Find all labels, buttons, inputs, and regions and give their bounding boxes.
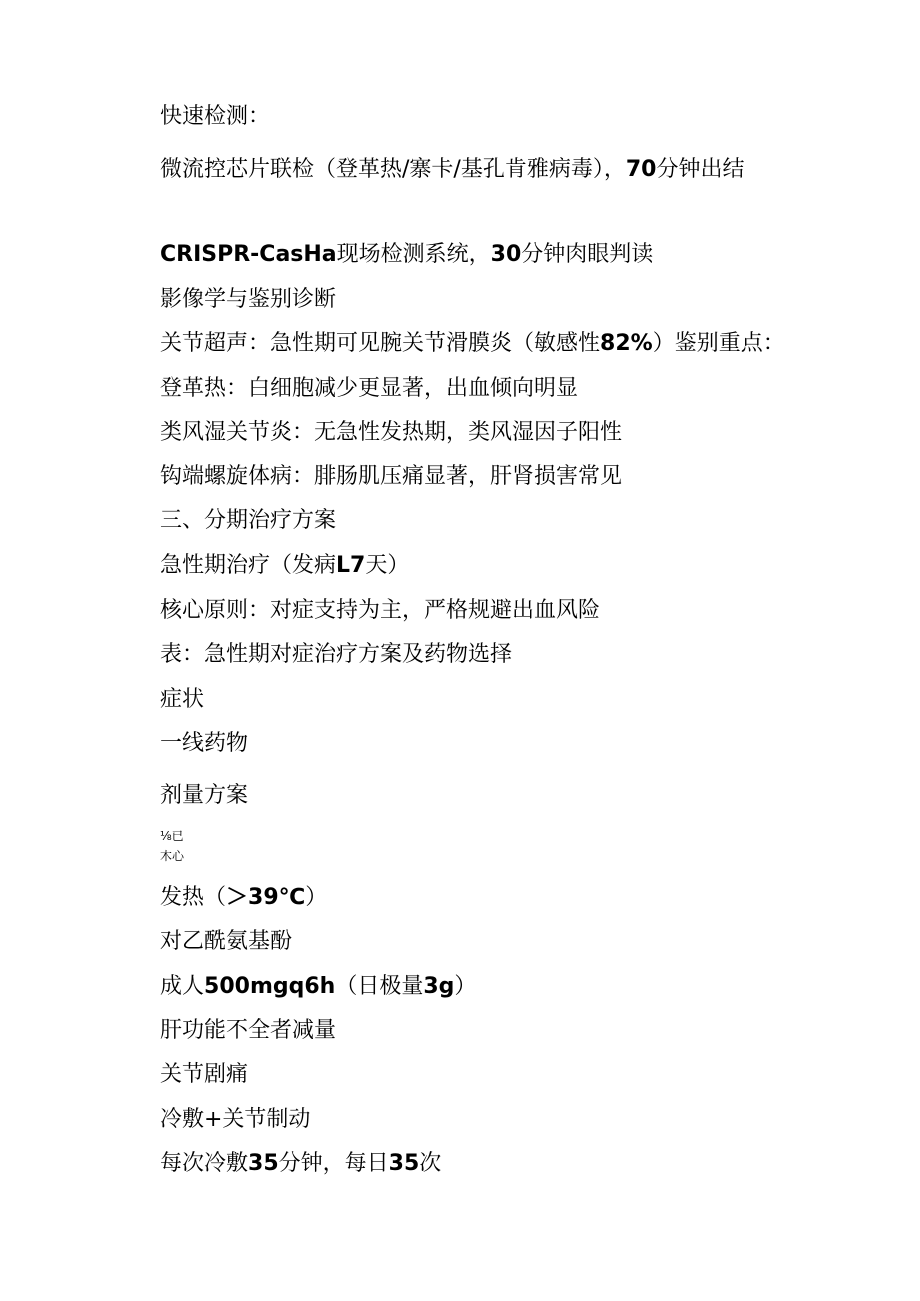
text: 钩端螺旋体病：腓肠肌压痛显著，肝肾损害常见 [160,464,623,489]
cold-compress-line [160,1105,310,1135]
text: 三、分期治疗方案 [160,508,337,533]
number: L7 [336,553,366,578]
ra-line [160,418,622,448]
quick-test-heading [160,102,270,132]
text: 类风湿关节炎：无急性发热期，类风湿因子阳性 [160,420,623,445]
liver-line [160,1016,336,1046]
number: 70 [625,157,657,182]
max-dose: 3g [423,974,455,999]
col-dose-plan [160,781,248,811]
garbled-fragment-2 [160,848,184,864]
text: ） [305,885,328,910]
text: 肝功能不全者减量 [160,1018,337,1043]
paracetamol-line [160,927,292,957]
text: 分钟肉眼判读 [521,242,654,267]
text: 登革热：白细胞减少更显著，出血倾向明显 [160,376,579,401]
garbled-fragment-1 [160,828,184,844]
text: 天） [365,553,410,578]
temperature: ＞39℃ [226,885,306,910]
acute-phase-line [160,551,409,581]
compress-schedule-line [160,1149,441,1179]
text: 表：急性期对症治疗方案及药物选择 [160,642,513,667]
number: 35 [248,1151,279,1176]
text: 现场检测系统， [336,242,491,267]
joint-pain-row [160,1060,248,1090]
text: （日极量 [335,974,424,999]
core-principle-line [160,596,600,626]
text: 微流控芯片联检（登革热/寨卡/基孔肯雅病毒）， [160,157,626,182]
text: ）鉴别重点： [652,331,785,356]
text: 核心原则：对症支持为主，严格规避出血风险 [160,598,601,623]
crispr-line [160,240,653,270]
lepto-line [160,462,622,492]
text: ⅛已 [160,829,184,843]
text: 成人 [160,974,205,999]
text: 次 [419,1151,442,1176]
imaging-heading [160,285,336,315]
text: 影像学与鉴别诊断 [160,287,337,312]
text: 分钟出结 [656,157,745,182]
crispr-term: CRISPR-CasHa [160,242,337,267]
text: 木心 [160,849,185,863]
percentage: 82% [600,331,653,356]
text: 分钟，每日 [278,1151,389,1176]
table-caption [160,640,512,670]
dose: 500mgq6h [204,974,336,999]
number: 30 [490,242,522,267]
col-symptom [160,685,204,715]
text: 症状 [160,687,205,712]
text: 剂量方案 [160,783,249,808]
text: 一线药物 [160,731,249,756]
text: 对乙酰氨基酚 [160,929,293,954]
text: 关节剧痛 [160,1062,249,1087]
microfluidic-line [160,155,744,185]
adult-dose-line [160,972,476,1002]
ultrasound-line [160,329,785,359]
section-heading-3 [160,506,336,536]
number: 35 [388,1151,420,1176]
text: 关节超声：急性期可见腕关节滑膜炎（敏感性 [160,331,601,356]
fever-row [160,883,327,913]
text: 快速检测： [160,104,271,129]
text: 每次冷敷 [160,1151,249,1176]
dengue-line [160,374,578,404]
text: ） [454,974,477,999]
text: 急性期治疗（发病 [160,553,337,578]
text: 发热（ [160,885,227,910]
col-first-line-drug [160,729,248,759]
text: 冷敷+关节制动 [160,1107,311,1132]
